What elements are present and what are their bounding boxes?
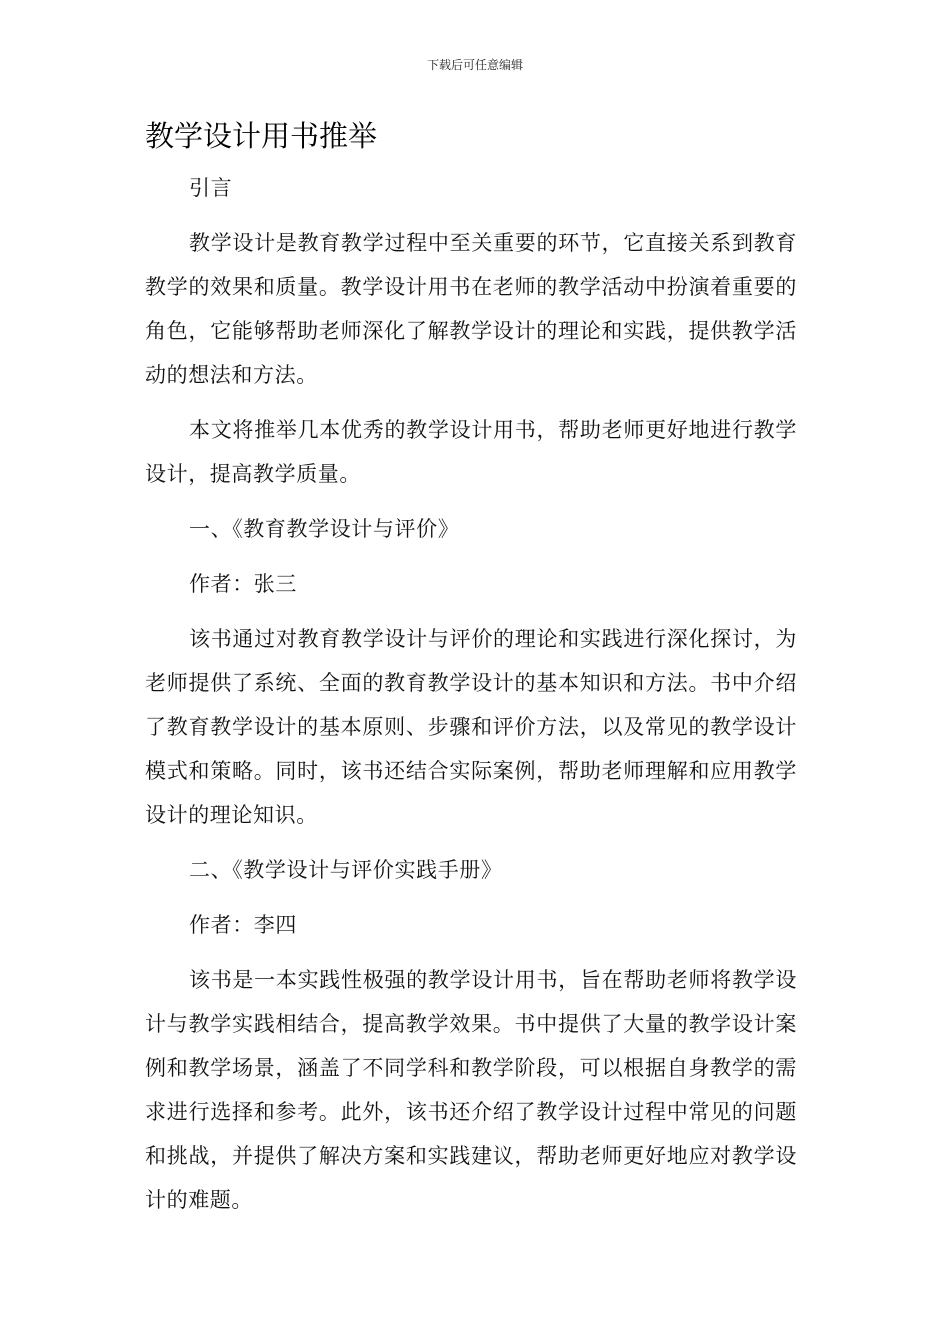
document-body bbox=[145, 166, 797, 1233]
section-heading-intro: 引言 bbox=[189, 176, 233, 200]
book-author-2: 作者：李四 bbox=[189, 913, 297, 937]
paragraph-intro-2: 本文将推举几本优秀的教学设计用书，帮助老师更好地进行教学设计，提高教学质量。 bbox=[145, 418, 797, 486]
document-title: 教学设计用书推举 bbox=[145, 119, 378, 153]
book-description-1: 该书通过对教育教学设计与评价的理论和实践进行深化探讨，为老师提供了系统、全面的教育教学设计的基本知识和方法。书中介绍了教育教学设计的基本原则、步骤和评价方法，以及常见的教学设计模式和策略。同时，该书还结合实际案例，帮助老师理解和应用教学设计的理论知识。 bbox=[145, 627, 797, 827]
book-description-2: 该书是一本实践性极强的教学设计用书，旨在帮助老师将教学设计与教学实践相结合，提高教学效果。书中提供了大量的教学设计案例和教学场景，涵盖了不同学科和教学阶段，可以根据自身教学的需求进行选择和参考。此外，该书还介绍了教学设计过程中常见的问题和挑战，并提供了解决方案和实践建议，帮助老师更好地应对教学设计的难题。 bbox=[145, 968, 797, 1212]
paragraph-intro-1: 教学设计是教育教学过程中至关重要的环节，它直接关系到教育教学的效果和质量。教学设计用书在老师的教学活动中扮演着重要的角色，它能够帮助老师深化了解教学设计的理论和实践，提供教学活动的想法和方法。 bbox=[145, 231, 797, 387]
page-header-note: 下载后可任意编辑 bbox=[426, 58, 523, 72]
book-title-1: 一、《教育教学设计与评价》 bbox=[189, 517, 460, 541]
book-author-1: 作者：张三 bbox=[189, 572, 297, 596]
book-title-2: 二、《教学设计与评价实践手册》 bbox=[189, 858, 503, 882]
